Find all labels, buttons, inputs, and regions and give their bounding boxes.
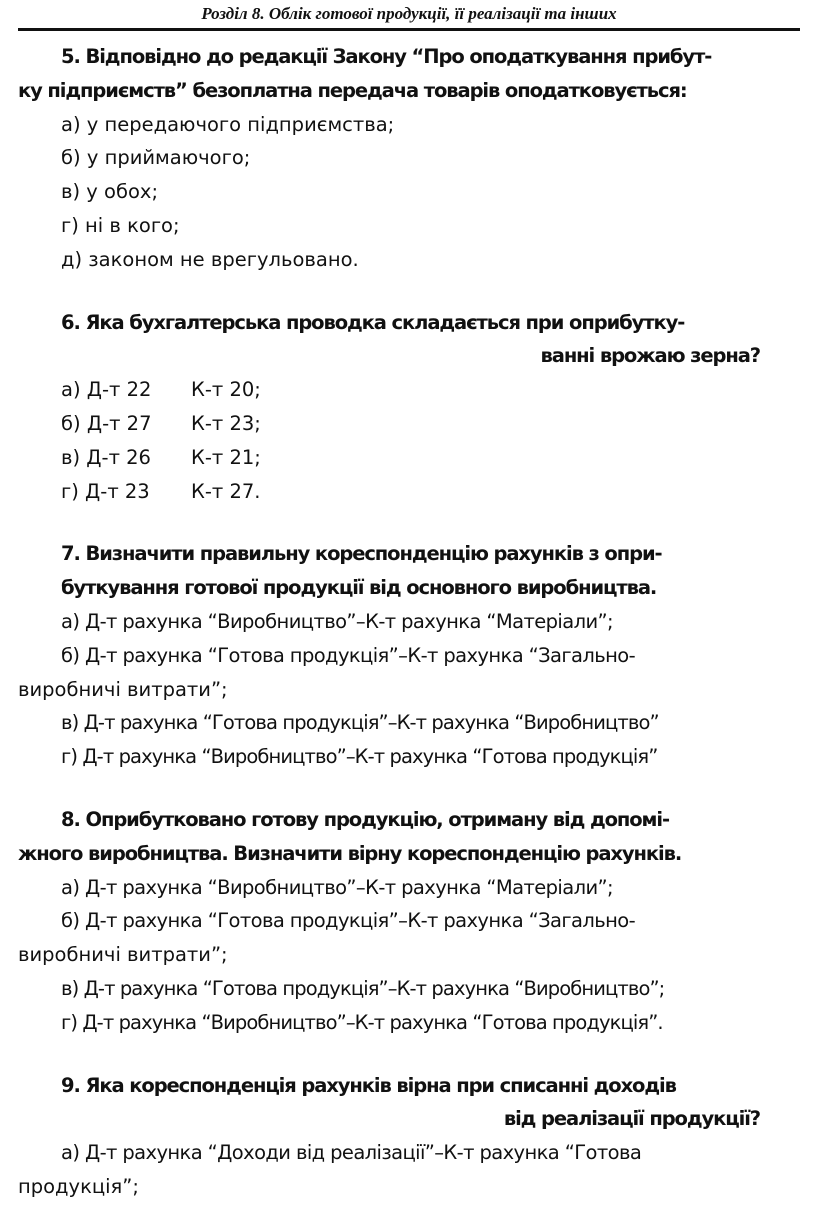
answer-option: г) ні в кого; bbox=[61, 213, 180, 237]
answer-option: а) у передаючого підприємства; bbox=[61, 112, 395, 136]
question-9-line-2: від реалізації продукції? bbox=[503, 1107, 760, 1131]
answer-option-continuation: продукція”; bbox=[18, 1174, 139, 1198]
answer-option: а) Д-т рахунка “Доходи від реалізації”–К-т рахунка “Готова bbox=[61, 1141, 642, 1165]
question-6-line-1: 6. Яка бухгалтерська проводка складається при оприбутку- bbox=[61, 310, 685, 334]
answer-option bbox=[18, 441, 760, 475]
answer-option-continuation: виробничі витрати”; bbox=[18, 943, 228, 967]
answer-option: г) Д-т рахунка “Виробництво”–К-т рахунка “Готова продукція” bbox=[61, 745, 658, 769]
question-5 bbox=[18, 40, 760, 277]
question-6 bbox=[18, 306, 760, 509]
debit-entry: б) Д-т 27 bbox=[61, 411, 152, 435]
debit-entry: в) Д-т 26 bbox=[61, 445, 151, 469]
credit-entry: К-т 23; bbox=[191, 411, 261, 435]
answer-option bbox=[18, 475, 760, 509]
credit-entry: К-т 21; bbox=[191, 445, 261, 469]
answer-option-continuation: виробничі витрати”; bbox=[18, 677, 228, 701]
page-content bbox=[18, 40, 760, 1204]
question-8-line-1: 8. Оприбутковано готову продукцію, отриману від допомі- bbox=[61, 807, 669, 831]
answer-option: д) законом не врегульовано. bbox=[61, 247, 359, 271]
answer-option: в) Д-т рахунка “Готова продукція”–К-т рахунка “Виробництво”; bbox=[61, 976, 665, 1000]
question-5-line-1: 5. Відповідно до редакції Закону “Про оподаткування прибут- bbox=[61, 45, 712, 68]
question-7-line-2: буткування готової продукції від основного виробництва. bbox=[61, 576, 657, 600]
answer-option: в) у обох; bbox=[61, 180, 159, 204]
answer-option bbox=[18, 373, 760, 407]
running-header: Розділ 8. Облік готової продукції, її реалізації та інших bbox=[18, 0, 800, 31]
question-8-line-2: жного виробництва. Визначити вірну кореспонденцію рахунків. bbox=[18, 841, 682, 865]
question-5-line-2: ку підприємств” безоплатна передача товарів оподатковується: bbox=[18, 78, 687, 102]
answer-option: в) Д-т рахунка “Готова продукція”–К-т рахунка “Виробництво” bbox=[61, 711, 659, 735]
debit-entry: а) Д-т 22 bbox=[61, 378, 152, 402]
debit-entry: г) Д-т 23 bbox=[61, 479, 150, 503]
answer-option: а) Д-т рахунка “Виробництво”–К-т рахунка “Матеріали”; bbox=[61, 609, 613, 633]
question-9 bbox=[18, 1069, 760, 1204]
question-7-line-1: 7. Визначити правильну кореспонденцію рахунків з опри- bbox=[61, 542, 662, 566]
answer-option: б) Д-т рахунка “Готова продукція”–К-т рахунка “Загально- bbox=[61, 643, 636, 667]
question-6-line-2: ванні врожаю зерна? bbox=[540, 344, 760, 368]
answer-option: б) Д-т рахунка “Готова продукція”–К-т рахунка “Загально- bbox=[61, 909, 636, 933]
question-7 bbox=[18, 537, 760, 774]
credit-entry: К-т 20; bbox=[191, 378, 261, 402]
answer-option: г) Д-т рахунка “Виробництво”–К-т рахунка “Готова продукція”. bbox=[61, 1010, 663, 1034]
question-8 bbox=[18, 803, 760, 1040]
question-9-line-1: 9. Яка кореспонденція рахунків вірна при списанні доходів bbox=[61, 1073, 676, 1097]
answer-option bbox=[18, 407, 760, 441]
answer-option: а) Д-т рахунка “Виробництво”–К-т рахунка “Матеріали”; bbox=[61, 875, 613, 899]
credit-entry: К-т 27. bbox=[191, 479, 261, 503]
answer-option: б) у приймаючого; bbox=[61, 146, 251, 170]
